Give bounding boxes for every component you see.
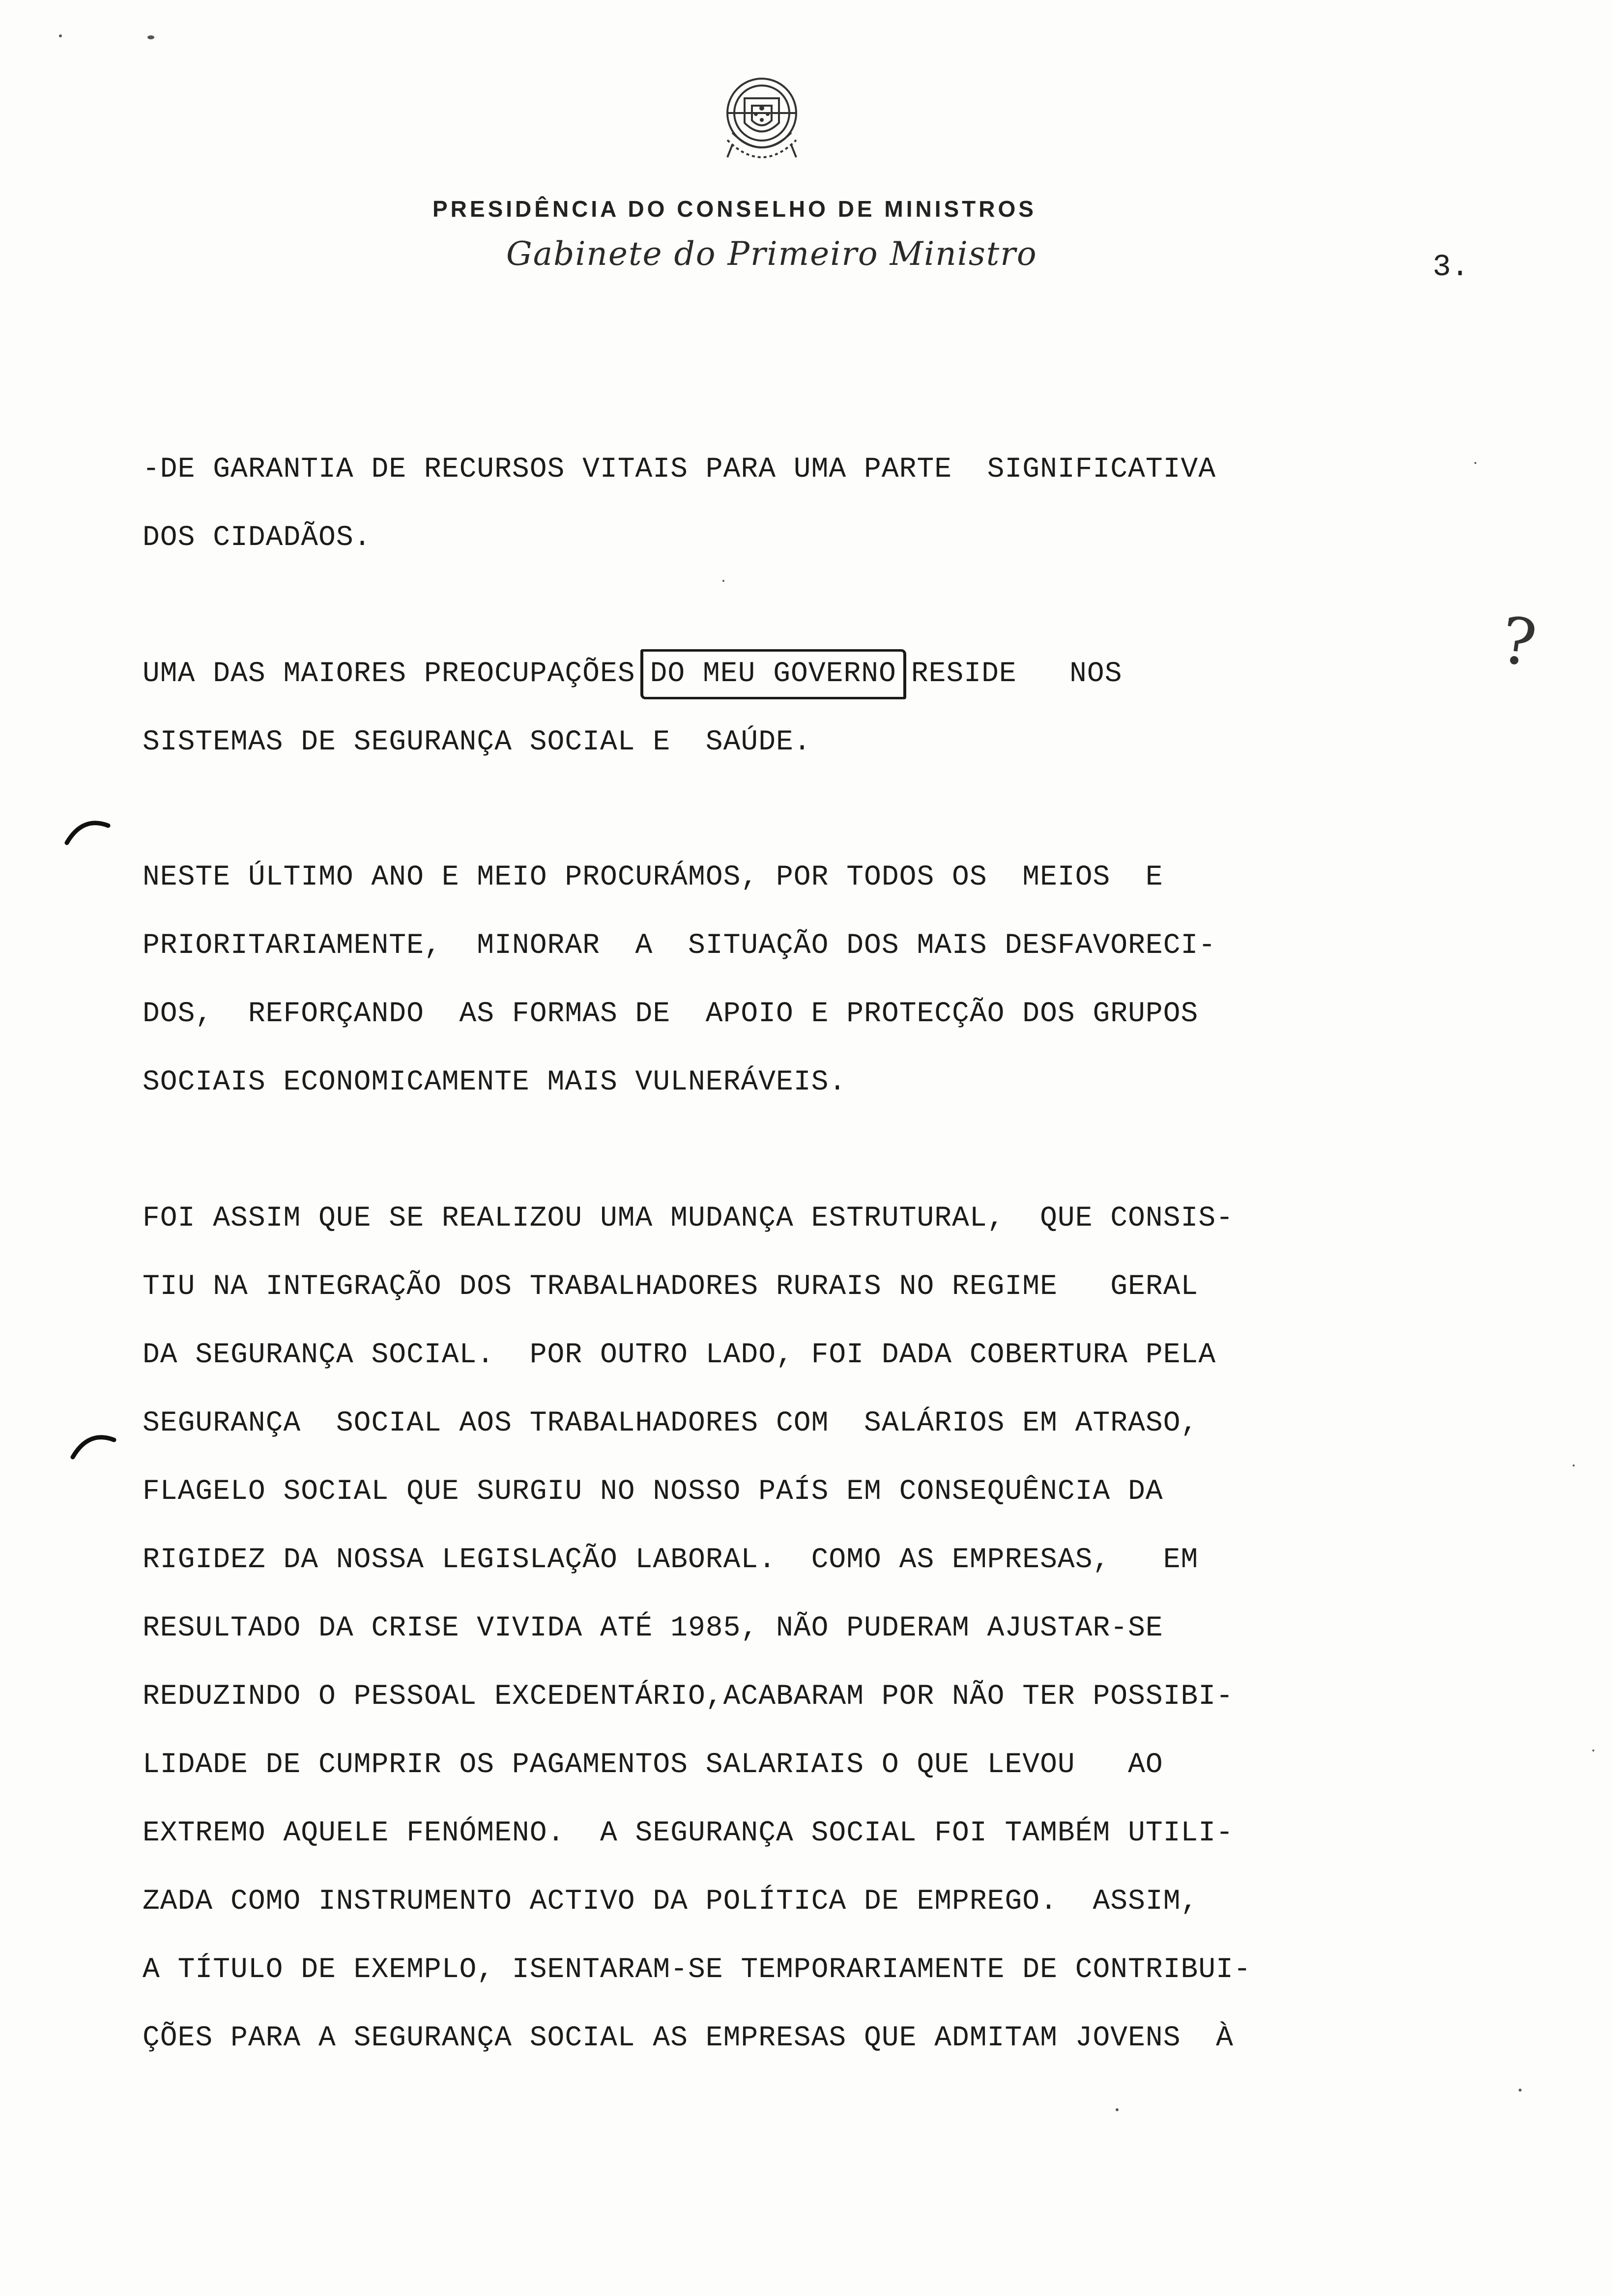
text-line: PRIORITARIAMENTE, MINORAR A SITUAÇÃO DOS MAIS DESFAVORECI-	[143, 930, 1216, 962]
text-line: SOCIAIS ECONOMICAMENTE MAIS VULNERÁVEIS.	[143, 1066, 847, 1098]
text-line: ZADA COMO INSTRUMENTO ACTIVO DA POLÍTICA DE EMPREGO. ASSIM,	[143, 1886, 1199, 1918]
text-line: RESULTADO DA CRISE VIVIDA ATÉ 1985, NÃO PUDERAM AJUSTAR-SE	[143, 1612, 1163, 1644]
text-line: FOI ASSIM QUE SE REALIZOU UMA MUDANÇA ESTRUTURAL, QUE CONSIS-	[143, 1203, 1234, 1234]
institution-heading: PRESIDÊNCIA DO CONSELHO DE MINISTROS	[432, 196, 1036, 222]
scan-speck	[1519, 2089, 1522, 2092]
text-line: REDUZINDO O PESSOAL EXCEDENTÁRIO,ACABARAM POR NÃO TER POSSIBI-	[143, 1681, 1234, 1713]
text-after-box: RESIDE NOS	[911, 658, 1123, 690]
scan-speck	[1573, 1464, 1575, 1466]
text-line: LIDADE DE CUMPRIR OS PAGAMENTOS SALARIAIS O QUE LEVOU AO	[143, 1749, 1163, 1781]
text-line: NESTE ÚLTIMO ANO E MEIO PROCURÁMOS, POR TODOS OS MEIOS E	[143, 861, 1163, 893]
paragraph-2	[143, 640, 1440, 776]
text-line: RIGIDEZ DA NOSSA LEGISLAÇÃO LABORAL. COMO AS EMPRESAS, EM	[143, 1544, 1199, 1576]
text-line: A TÍTULO DE EXEMPLO, ISENTARAM-SE TEMPORARIAMENTE DE CONTRIBUI-	[143, 1954, 1251, 1986]
text-line: FLAGELO SOCIAL QUE SURGIU NO NOSSO PAÍS EM CONSEQUÊNCIA DA	[143, 1476, 1163, 1508]
text-line: DOS CIDADÃOS.	[143, 522, 372, 554]
scan-speck	[147, 35, 154, 39]
text-line: TIU NA INTEGRAÇÃO DOS TRABALHADORES RURAIS NO REGIME GERAL	[143, 1271, 1199, 1303]
scan-speck	[59, 34, 62, 37]
text-line-with-box	[143, 640, 1440, 708]
page-number: 3.	[1433, 250, 1469, 285]
text-line: EXTREMO AQUELE FENÓMENO. A SEGURANÇA SOCIAL FOI TAMBÉM UTILI-	[143, 1817, 1234, 1849]
handwritten-question-mark: ?	[1496, 602, 1541, 682]
scan-speck	[1116, 2108, 1119, 2111]
margin-arc-mark	[63, 816, 112, 845]
margin-arc-mark	[69, 1430, 118, 1460]
text-line: -DE GARANTIA DE RECURSOS VITAIS PARA UMA PARTE SIGNIFICATIVA	[143, 454, 1216, 486]
cabinet-handwritten-heading: Gabinete do Primeiro Ministro	[506, 235, 1037, 273]
text-line: DOS, REFORÇANDO AS FORMAS DE APOIO E PROTECÇÃO DOS GRUPOS	[143, 998, 1199, 1030]
scan-speck	[1474, 462, 1476, 464]
text-before-box: UMA DAS MAIORES PREOCUPAÇÕES	[143, 658, 635, 690]
paragraph-4	[143, 1184, 1440, 2072]
paragraph-3	[143, 843, 1440, 1117]
coat-of-arms-emblem	[698, 59, 826, 187]
text-line: SEGURANÇA SOCIAL AOS TRABALHADORES COM SALÁRIOS EM ATRASO,	[143, 1407, 1199, 1439]
scan-speck	[722, 580, 724, 582]
text-line: SISTEMAS DE SEGURANÇA SOCIAL E SAÚDE.	[143, 726, 811, 758]
text-line: DA SEGURANÇA SOCIAL. POR OUTRO LADO, FOI DADA COBERTURA PELA	[143, 1339, 1216, 1371]
paragraph-1	[143, 435, 1440, 572]
scan-speck	[1592, 1750, 1594, 1751]
text-line: ÇÕES PARA A SEGURANÇA SOCIAL AS EMPRESAS QUE ADMITAM JOVENS À	[143, 2022, 1234, 2054]
boxed-phrase: DO MEU GOVERNO	[640, 649, 906, 699]
